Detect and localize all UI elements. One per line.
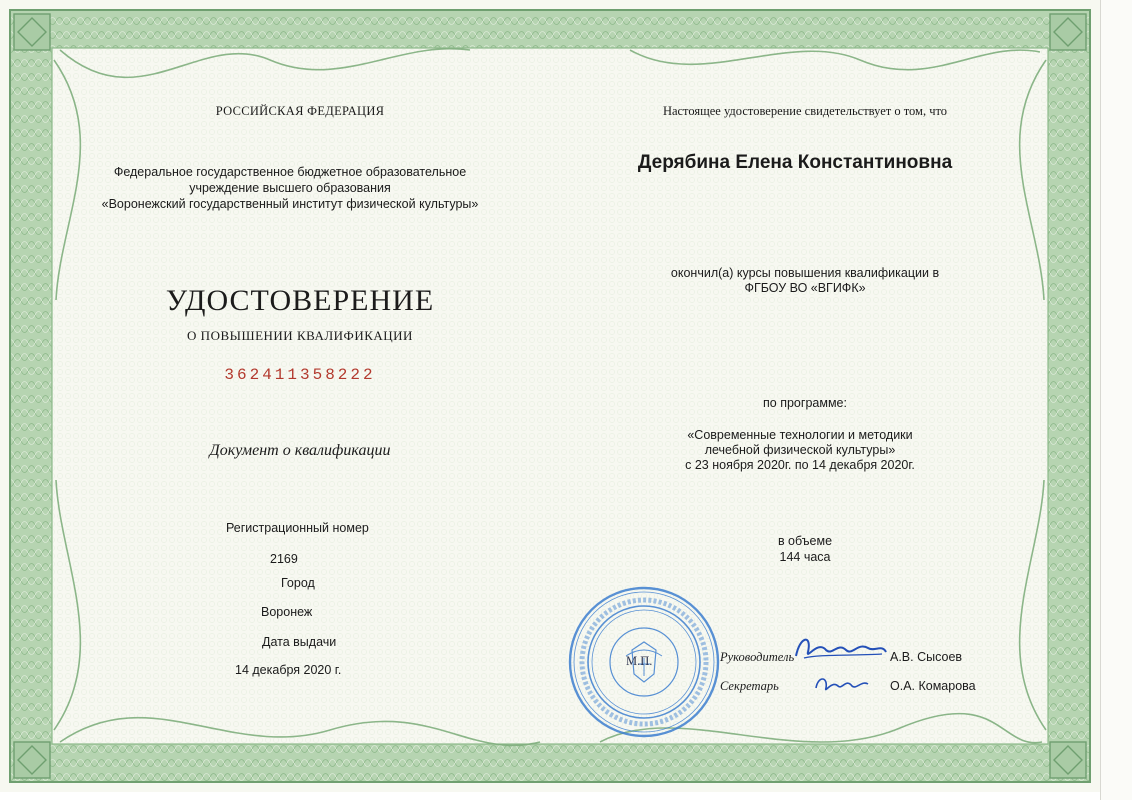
stamp-label: М.П.: [626, 654, 653, 668]
city-value: Воронеж: [261, 605, 313, 619]
serial-number: 362411358222: [224, 366, 376, 384]
holder-full-name: Дерябина Елена Константиновна: [637, 152, 953, 173]
city-label: Город: [281, 576, 315, 590]
completed-line-1: окончил(а) курсы повышения квалификации в: [670, 266, 940, 280]
program-line-1: «Современные технологии и методики: [687, 428, 913, 442]
document-title: УДОСТОВЕРЕНИЕ: [165, 284, 435, 317]
secretary-name: О.А. Комарова: [890, 679, 976, 693]
program-line-2: лечебной физической культуры»: [704, 443, 896, 457]
secretary-role-label: Секретарь: [720, 679, 779, 693]
scan-margin: [1100, 0, 1132, 800]
program-label: по программе:: [763, 396, 847, 410]
program-dates: с 23 ноября 2020г. по 14 декабря 2020г.: [685, 458, 915, 472]
institution-line-1: Федеральное государственное бюджетное образовательное: [113, 165, 467, 179]
institution-line-3: «Воронежский государственный институт физической культуры»: [101, 197, 479, 211]
head-name: А.В. Сысоев: [890, 650, 963, 664]
intro-text: Настоящее удостоверение свидетельствует о том, что: [662, 104, 948, 118]
secretary-signature: [812, 670, 876, 698]
document-type: Документ о квалификации: [209, 442, 391, 459]
issue-date-value: 14 декабря 2020 г.: [235, 663, 342, 677]
institution-line-2: учреждение высшего образования: [189, 181, 391, 195]
registration-label: Регистрационный номер: [226, 521, 369, 535]
head-role-label: Руководитель: [720, 650, 795, 664]
country-label: РОССИЙСКАЯ ФЕДЕРАЦИЯ: [215, 104, 385, 118]
volume-label: в объеме: [777, 534, 833, 548]
head-signature: [790, 630, 890, 666]
document-subtitle: О ПОВЫШЕНИИ КВАЛИФИКАЦИИ: [187, 328, 413, 343]
volume-value: 144 часа: [779, 550, 831, 564]
issue-date-label: Дата выдачи: [262, 635, 337, 649]
registration-number: 2169: [270, 552, 298, 566]
completed-line-2: ФГБОУ ВО «ВГИФК»: [744, 281, 866, 295]
